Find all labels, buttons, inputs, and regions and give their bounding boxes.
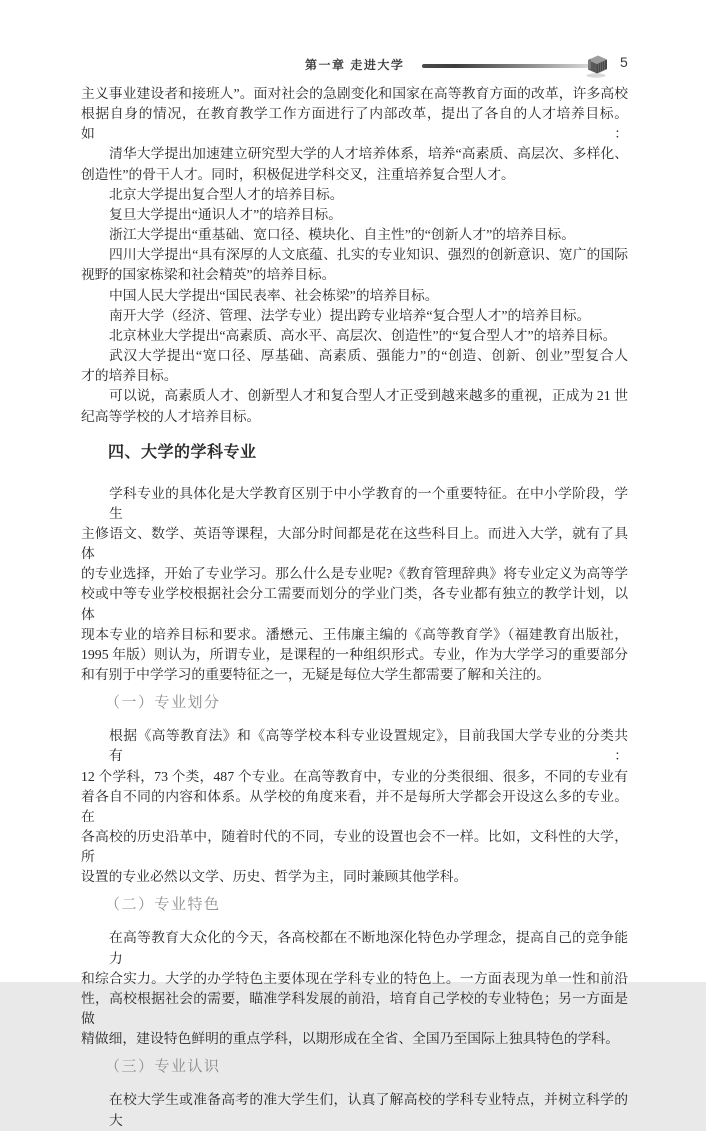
text-line: 四川大学提出“具有深厚的人文底蕴、扎实的专业知识、强烈的创新意识、宽广的国际 [109,247,628,263]
text-line: 武汉大学提出“宽口径、厚基础、高素质、强能力”的“创造、创新、创业”型复合人 [109,348,628,364]
chapter-title: 第一章 走进大学 [305,58,405,72]
text-line: 各高校的历史沿革中，随着时代的不同，专业的设置也会不一样。比如，文科性的大学，所 [81,829,628,865]
page-body [81,84,628,1131]
text-line: 的专业选择，开始了专业学习。那么什么是专业呢?《教育管理辞典》将专业定义为高等学 [81,566,628,582]
text-line: 才的培养目标。 [81,368,178,384]
text-line: 南开大学（经济、管理、法学专业）提出跨专业培养“复合型人才”的培养目标。 [109,307,591,323]
book-cube-icon [585,51,611,84]
header-rule [422,64,604,68]
text-line: 和综合实力。大学的办学特色主要体现在学科专业的特色上。一方面表现为单一性和前沿 [81,970,628,986]
page-number: 5 [620,54,628,70]
text-line: 北京大学提出复合型人才的培养目标。 [109,186,344,202]
text-line: 精做细，建设特色鲜明的重点学科，以期形成在全省、全国乃至国际上独具特色的学科。 [81,1031,620,1047]
text-line: 在高等教育大众化的今天，各高校都在不断地深化特色办学理念，提高自己的竞争能力 [109,930,628,966]
text-line: 中国人民大学提出“国民表率、社会栋梁”的培养目标。 [109,287,439,303]
text-line: 在校大学生或准备高考的准大学生们，认真了解高校的学科专业特点，并树立科学的大 [109,1092,628,1128]
text-line: 清华大学提出加速建立研究型大学的人才培养体系，培养“高素质、高层次、多样化、 [109,146,628,162]
text-line: 可以说，高素质人才、创新型人才和复合型人才正受到越来越多的重视，正成为 21 世 [109,388,628,404]
text-line: 现本专业的培养目标和要求。潘懋元、王伟廉主编的《高等教育学》（福建教育出版社， [81,626,628,642]
text-line: 校或中等专业学校根据社会分工需要而划分的学业门类，各专业都有独立的教学计划，以体 [81,586,628,622]
text-line: 视野的国家栋梁和社会精英”的培养目标。 [81,267,336,283]
text-line: 浙江大学提出“重基础、宽口径、模块化、自主性”的“创新人才”的培养目标。 [109,227,575,243]
text-line: 纪高等学校的人才培养目标。 [81,408,261,424]
text-line: 主义事业建设者和接班人”。面对社会的急剧变化和国家在高等教育方面的改革，许多高校 [81,86,628,101]
subsection-heading: （三）专业认识 [105,1058,221,1076]
text-line: 学科专业的具体化是大学教育区别于中小学教育的一个重要特征。在中小学阶段，学生 [109,485,628,521]
text-line: 设置的专业必然以文学、历史、哲学为主，同时兼顾其他学科。 [81,869,468,885]
text-line: 12 个学科，73 个类，487 个专业。在高等教育中，专业的分类很细、很多，不同的专业有 [81,768,628,784]
section-heading: 四、大学的学科专业 [108,443,257,461]
text-line: 和有别于中学学习的重要特征之一，无疑是每位大学生都需要了解和关注的。 [81,667,551,683]
text-line: 北京林业大学提出“高素质、高水平、高层次、创造性”的“复合型人才”的培养目标。 [109,327,617,343]
subsection-heading: （一）专业划分 [105,694,221,712]
subsection-heading: （二）专业特色 [105,896,221,914]
page-header [0,50,706,80]
text-line: 性，高校根据社会的需要，瞄准学科发展的前沿，培育自己学校的专业特色；另一方面是做 [81,990,628,1027]
text-line: 复旦大学提出“通识人才”的培养目标。 [109,206,342,222]
text-line: 主修语文、数学、英语等课程，大部分时间都是花在这些科目上。而进入大学，就有了具体 [81,525,628,562]
text-line: 创造性”的骨干人才。同时，积极促进学科交叉，注重培养复合型人才。 [81,166,515,182]
text-line: 根据自身的情况，在教育教学工作方面进行了内部改革，提出了各自的人才培养目标。如： [81,106,628,142]
text-line: 1995 年版）则认为，所谓专业，是课程的一种组织形式。专业，作为大学学习的重要部分 [81,646,628,662]
text-line: 根据《高等教育法》和《高等学校本科专业设置规定》，目前我国大学专业的分类共有： [109,728,628,764]
text-line: 着各自不同的内容和体系。从学校的角度来看，并不是每所大学都会开设这么多的专业。在 [81,788,628,824]
